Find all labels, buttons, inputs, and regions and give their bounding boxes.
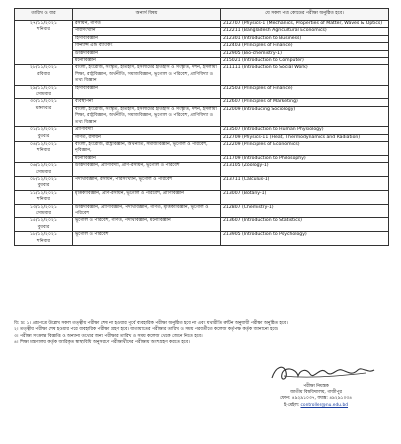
table-header-row: [15, 9, 389, 21]
subject-cell: ভূগোল ও পরিবেশ: [73, 232, 221, 246]
notes-section: [14, 321, 388, 346]
subject-cell: ফিন্যান্স এন্ড ব্যাংকিং: [73, 43, 221, 50]
subject-cell: রসায়ন, গণিত: [73, 21, 221, 28]
exam-date: ২৯/১১/২০২১: [30, 85, 57, 91]
signatory-org: জাতীয় বিশ্ববিদ্যালয়, গাজীপুর: [290, 390, 342, 396]
subject-cell: উদ্ভিদবিজ্ঞান, প্রাণিবিজ্ঞান, পদার্থবিজ্ঞান, গণিত, মৃত্তিকাবিজ্ঞান, ভূগোল ও পরিবেশ: [73, 204, 221, 218]
course-code-cell: 213507 (Introduction to Human Physiology): [221, 127, 389, 134]
email-link[interactable]: controller@nu.edu.bd: [300, 402, 349, 408]
exam-weekday: শনিবার: [36, 238, 51, 244]
subject-cell: বাংলা, ইংরেজি, সংস্কৃত, ইতিহাস, ইসলামের ইতিহাস ও সংস্কৃতি, দর্শন, ইসলামী শিক্ষা, রাষ্ট্রবিজ্ঞান, অর্থনীতি, সমাজবিজ্ঞান, ভূগোল ও পরিবেশ, প্রাণিবিদ্যা ও তথ্য বিজ্ঞান: [73, 65, 221, 85]
table-row: [15, 65, 389, 85]
exam-weekday: সোমবার: [35, 169, 52, 175]
exam-weekday: শনিবার: [36, 27, 51, 33]
exam-weekday: শনিবার: [36, 148, 51, 154]
date-cell: [15, 232, 73, 246]
table-row: [15, 141, 389, 155]
table-row: [15, 218, 389, 232]
course-code-cell: 215021 (Introduction to Computer): [221, 58, 389, 65]
course-code-cell: 212807 (Chemistry-1): [221, 204, 389, 218]
subject-cell: হিসাববিজ্ঞান: [73, 35, 221, 42]
exam-date: ০১/১২/২০২১: [30, 127, 57, 133]
exam-weekday: মঙ্গলবার: [35, 105, 52, 111]
subject-cell: হিসাববিজ্ঞান: [73, 85, 221, 99]
note-line: ৩। পরীক্ষা সংক্রান্ত বিজ্ঞপ্তি ও অন্যান্য তথ্যের জন্য পরীক্ষার তারিখ ও সময় কলেজ থেকে জেনে নিতে হবে।: [14, 333, 203, 339]
date-cell: [15, 163, 73, 177]
course-code-cell: 212009 (Introducing Sociology): [221, 106, 389, 126]
exam-date: ১১/১২/২০২১: [30, 190, 57, 196]
course-code-cell: 212503 (Principles of Finance): [221, 85, 389, 99]
exam-weekday: সোমবার: [35, 210, 52, 216]
subject-cell: পদার্থবিজ্ঞান, রসায়ন, পরিসংখ্যান, ভূগোল ও পরিবেশ: [73, 176, 221, 190]
subject-cell: মৃত্তিকাবিজ্ঞান, প্রাণ-রসায়ন, ভূগোল ও পরিবেশ, প্রাণিবিজ্ঞান: [73, 190, 221, 204]
course-code-cell: 212707 (Physics-1 (Mechanics, Properties of Matter, Waves & Optics): [221, 21, 389, 28]
date-cell: [15, 65, 73, 85]
date-cell: [15, 190, 73, 204]
note-line: বি: দ্র: ১। প্রশ্নপত্রে উল্লেখ সকল তত্ত্বীয় পরীক্ষা শেষ না হওয়ার পূর্বে ব্যবহারিক পরীক্ষা অনুষ্ঠিত হবে না এবং যথারীতি রুটিন অনুযায়ী পরীক্ষা অনুষ্ঠিত হবে।: [14, 321, 288, 326]
course-code-cell: 212403 (Principles of Finance): [221, 43, 389, 50]
course-code-cell: 212301 (Introduction to Business): [221, 35, 389, 42]
exam-date: ১৫/১২/২০২১: [30, 218, 57, 224]
subject-cell: পরিসংখ্যান: [73, 28, 221, 35]
course-code-cell: 212607 (Principles of Marketing): [221, 99, 389, 106]
exam-weekday: বুধবার: [37, 133, 50, 139]
table-row: [15, 204, 389, 218]
subject-cell: প্রাণিবিদ্যা: [73, 127, 221, 134]
table-row: [15, 176, 389, 190]
course-code-cell: 213007 (Botany-1): [221, 190, 389, 204]
table-row: [15, 232, 389, 246]
subject-cell: উদ্ভিদবিজ্ঞান: [73, 50, 221, 57]
course-code-cell: 213105 (Zoology-1): [221, 163, 389, 177]
note-line: ৪। শিক্ষা মন্ত্রণালয় কর্তৃক জারিকৃত স্বাস্থ্যবিধি অনুসরণে পরীক্ষার্থীদের পরীক্ষায় অংশগ্রহণ করতে হবে।: [14, 339, 190, 345]
exam-date: ২৮/১১/২০২১: [30, 65, 57, 71]
note-line: ২। তত্ত্বীয় পরীক্ষা শেষ হওয়ার পরে ব্যবহারিক পরীক্ষা গ্রহণ হবে। যাতায়াতের পরীক্ষার তারিখ ও সময় পরবর্তীতে কলেজ কর্তৃপক্ষ কর্তৃক জানানো হবে।: [14, 327, 279, 333]
subject-cell: উদ্ভিদবিজ্ঞান, প্রাণিবিদ্যা, প্রাণ-রসায়ন, ভূগোল ও পরিবেশ: [73, 163, 221, 177]
exam-weekday: শনিবার: [36, 197, 51, 203]
table-row: [15, 99, 389, 106]
email-label: ই-মেইল:: [283, 402, 301, 408]
exam-date: ১৮/১২/২০২১: [30, 232, 57, 238]
exam-schedule-table: [14, 8, 389, 246]
exam-date: ৩০/১১/২০২১: [30, 99, 57, 105]
course-code-cell: 211709 (Introduction to Philosophy): [221, 155, 389, 162]
course-code-cell: 212709 (Physics-11 (Heat, Thermodynamics and Radiation): [221, 134, 389, 141]
exam-date: ১৩/১২/২০২১: [30, 204, 57, 210]
subject-cell: ব্যবস্থাপনা: [73, 99, 221, 106]
course-code-cell: 213711 (Calculus-1): [221, 176, 389, 190]
table-row: [15, 85, 389, 99]
subject-cell: ভূগোল ও পরিবেশ, গণিত, পদার্থবিজ্ঞান, মনোবিজ্ঞান: [73, 218, 221, 232]
course-code-cell: 212905 (Bio-chemistry-1): [221, 50, 389, 57]
date-cell: [15, 218, 73, 232]
course-code-cell: 212209 (Principles of Economics): [221, 141, 389, 155]
exam-date: ০৮/১২/২০২১: [30, 176, 57, 182]
schedule-body: [15, 21, 389, 246]
course-code-cell: 213905 (Introduction to Psychology): [221, 232, 389, 246]
table-row: [15, 163, 389, 177]
subject-cell: বাংলা, ইংরেজি, রাষ্ট্রবিজ্ঞান, অর্থনীতি, সমাজবিজ্ঞান, ভূগোল ও পরিবেশ, নৃবিজ্ঞান,: [73, 141, 221, 155]
date-cell: [15, 141, 73, 162]
subject-cell: বাংলা, ইংরেজি, সংস্কৃত, ইতিহাস, ইসলামের ইতিহাস ও সংস্কৃতি, দর্শন, ইসলামী শিক্ষা, রাষ্ট্রবিজ্ঞান, অর্থনীতি, সমাজবিজ্ঞান, ভূগোল ও পরিবেশ, প্রাণিবিদ্যা ও তথ্য বিজ্ঞান: [73, 106, 221, 126]
exam-weekday: বুধবার: [37, 224, 50, 230]
date-cell: [15, 21, 73, 65]
course-code-cell: 212211 (Bangladesh Agricultural Economics): [221, 28, 389, 35]
handwritten-signature: [262, 358, 387, 386]
header-course-code: যে সকল পত্র কোডের পরীক্ষা অনুষ্ঠিত হবে।: [221, 9, 389, 21]
subject-cell: মনোবিজ্ঞান: [73, 58, 221, 65]
signature-block: [246, 384, 386, 409]
course-code-cell: 213607 (Introduction to Statistics): [221, 218, 389, 232]
exam-date: ০৬/১২/২০২১: [30, 163, 57, 169]
date-cell: [15, 85, 73, 99]
exam-weekday: সোমবার: [35, 92, 52, 98]
subject-cell: মনোবিজ্ঞান: [73, 155, 221, 162]
date-cell: [15, 176, 73, 190]
table-row: [15, 190, 389, 204]
date-cell: [15, 127, 73, 142]
table-row: [15, 127, 389, 134]
header-honours-subject: অনার্স বিষয়: [73, 9, 221, 21]
table-row: [15, 21, 389, 28]
exam-weekday: বুধবার: [37, 183, 50, 189]
date-cell: [15, 99, 73, 127]
signatory-phone: ফোন: ৪৯২৯১০৩৭, ফ্যাক্স: ৪৯২৯১০৩৪: [279, 396, 353, 402]
exam-weekday: রবিবার: [37, 71, 50, 77]
date-cell: [15, 204, 73, 218]
subject-cell: গণিত, রসায়ন: [73, 134, 221, 141]
course-code-cell: 211111 (Introduction to Social Work): [221, 65, 389, 85]
header-date-day: তারিখ ও বার: [15, 9, 73, 21]
signatory-email-line: [246, 403, 386, 409]
signatory-title: পরীক্ষা নিয়ন্ত্রক: [303, 384, 329, 389]
exam-date: ০৪/১২/২০২১: [30, 141, 57, 147]
exam-date: ২৭/১১/২০২১: [30, 21, 57, 26]
